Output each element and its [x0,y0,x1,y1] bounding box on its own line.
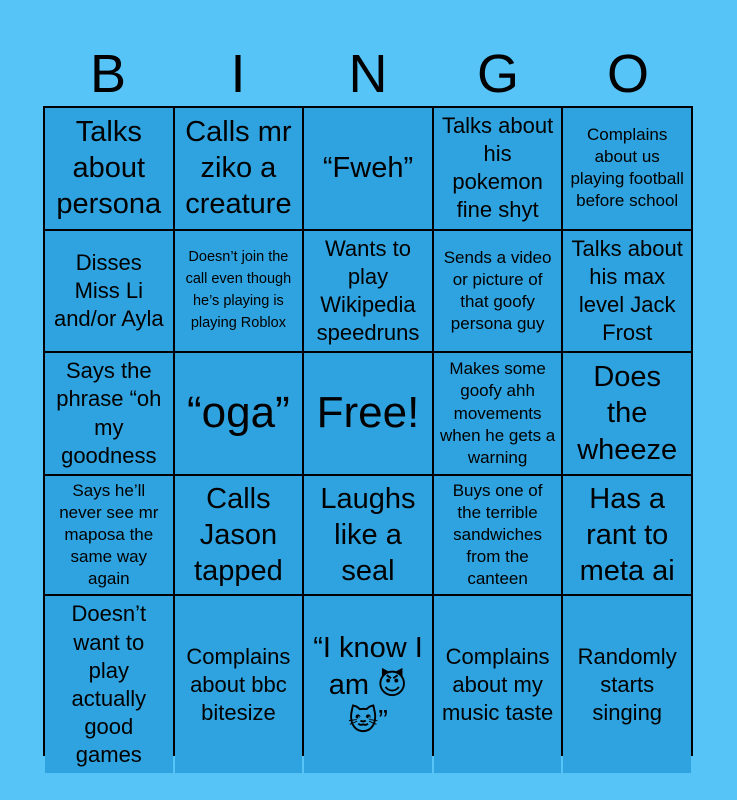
bingo-cell[interactable] [175,353,303,474]
header-letter-i: I [230,44,246,104]
bingo-cell-text: Talks about his pokemon fine shyt [441,113,554,223]
bingo-cell[interactable] [45,231,173,352]
bingo-cell-text: Says the phrase “oh my goodness [56,358,162,468]
bingo-cell-text: Calls mr ziko a creature [185,115,292,221]
bingo-cell[interactable] [304,476,432,594]
bingo-cell-text: Talks about his max level Jack Frost [571,235,683,346]
bingo-cell[interactable] [563,476,691,594]
bingo-cell[interactable] [175,476,303,594]
bingo-cell[interactable] [434,476,562,594]
bingo-cell[interactable] [563,108,691,229]
bingo-cell-text: Says he’ll never see mr maposa the same way again [59,480,159,589]
bingo-cell-text: Doesn’t want to play actually good games [71,601,147,768]
free-space-cell[interactable] [304,353,432,474]
bingo-cell-text: Sends a video or picture of that goofy persona guy [443,247,552,334]
header-letter-o: O [606,44,649,104]
bingo-cell[interactable] [175,596,303,773]
bingo-cell-text: “Fweh” [322,152,414,185]
header-letter-g: G [476,44,519,104]
bingo-cell-text: Talks about persona [56,115,162,221]
bingo-cell[interactable] [45,476,173,594]
bingo-cell-text: Has a rant to meta ai [579,482,675,588]
bingo-cell-text: Randomly starts singing [577,643,677,725]
bingo-cell[interactable] [434,108,562,229]
bingo-cell[interactable] [434,353,562,474]
bingo-cell-text: Complains about my music taste [441,643,554,725]
bingo-cell[interactable] [563,596,691,773]
bingo-cell[interactable] [434,596,562,773]
bingo-cell-text: Makes some goofy ahh movements when he gets a warning [439,359,556,467]
bingo-cell-text: “oga” [187,388,290,438]
bingo-cell-text: Laughs like a seal [320,482,416,588]
bingo-cell-text: Calls Jason tapped [194,482,283,588]
bingo-cell-text: Doesn’t join the call even though he’s playing is playing Roblox [185,249,292,331]
bingo-cell[interactable] [45,596,173,773]
bingo-cell-text: Disses Miss Li and/or Ayla [53,249,164,332]
bingo-cell-text: Complains about us playing football before school [570,125,684,211]
bingo-board [43,106,693,768]
bingo-cell[interactable] [563,231,691,352]
bingo-cell[interactable] [434,231,562,352]
bingo-cell-text: Complains about bbc bitesize [186,643,291,725]
bingo-cell[interactable] [45,353,173,474]
bingo-cell[interactable] [563,353,691,474]
bingo-cell-text: “I know I am 😈🐱” [313,632,423,737]
bingo-cell[interactable] [304,231,432,352]
header-letter-n: N [348,44,388,104]
bingo-cell-text: Wants to play Wikipedia speedruns [316,235,420,346]
bingo-cell[interactable] [175,231,303,352]
free-space-text: Free! [316,388,420,438]
bingo-cell[interactable] [175,108,303,229]
header-letter-b: B [89,44,127,104]
bingo-cell-text: Buys one of the terrible sandwiches from the canteen [452,480,543,589]
bingo-cell-text: Does the wheeze [577,361,678,466]
bingo-cell[interactable] [45,108,173,229]
bingo-cell[interactable] [304,596,432,773]
bingo-header [43,44,693,104]
bingo-cell[interactable] [304,108,432,229]
